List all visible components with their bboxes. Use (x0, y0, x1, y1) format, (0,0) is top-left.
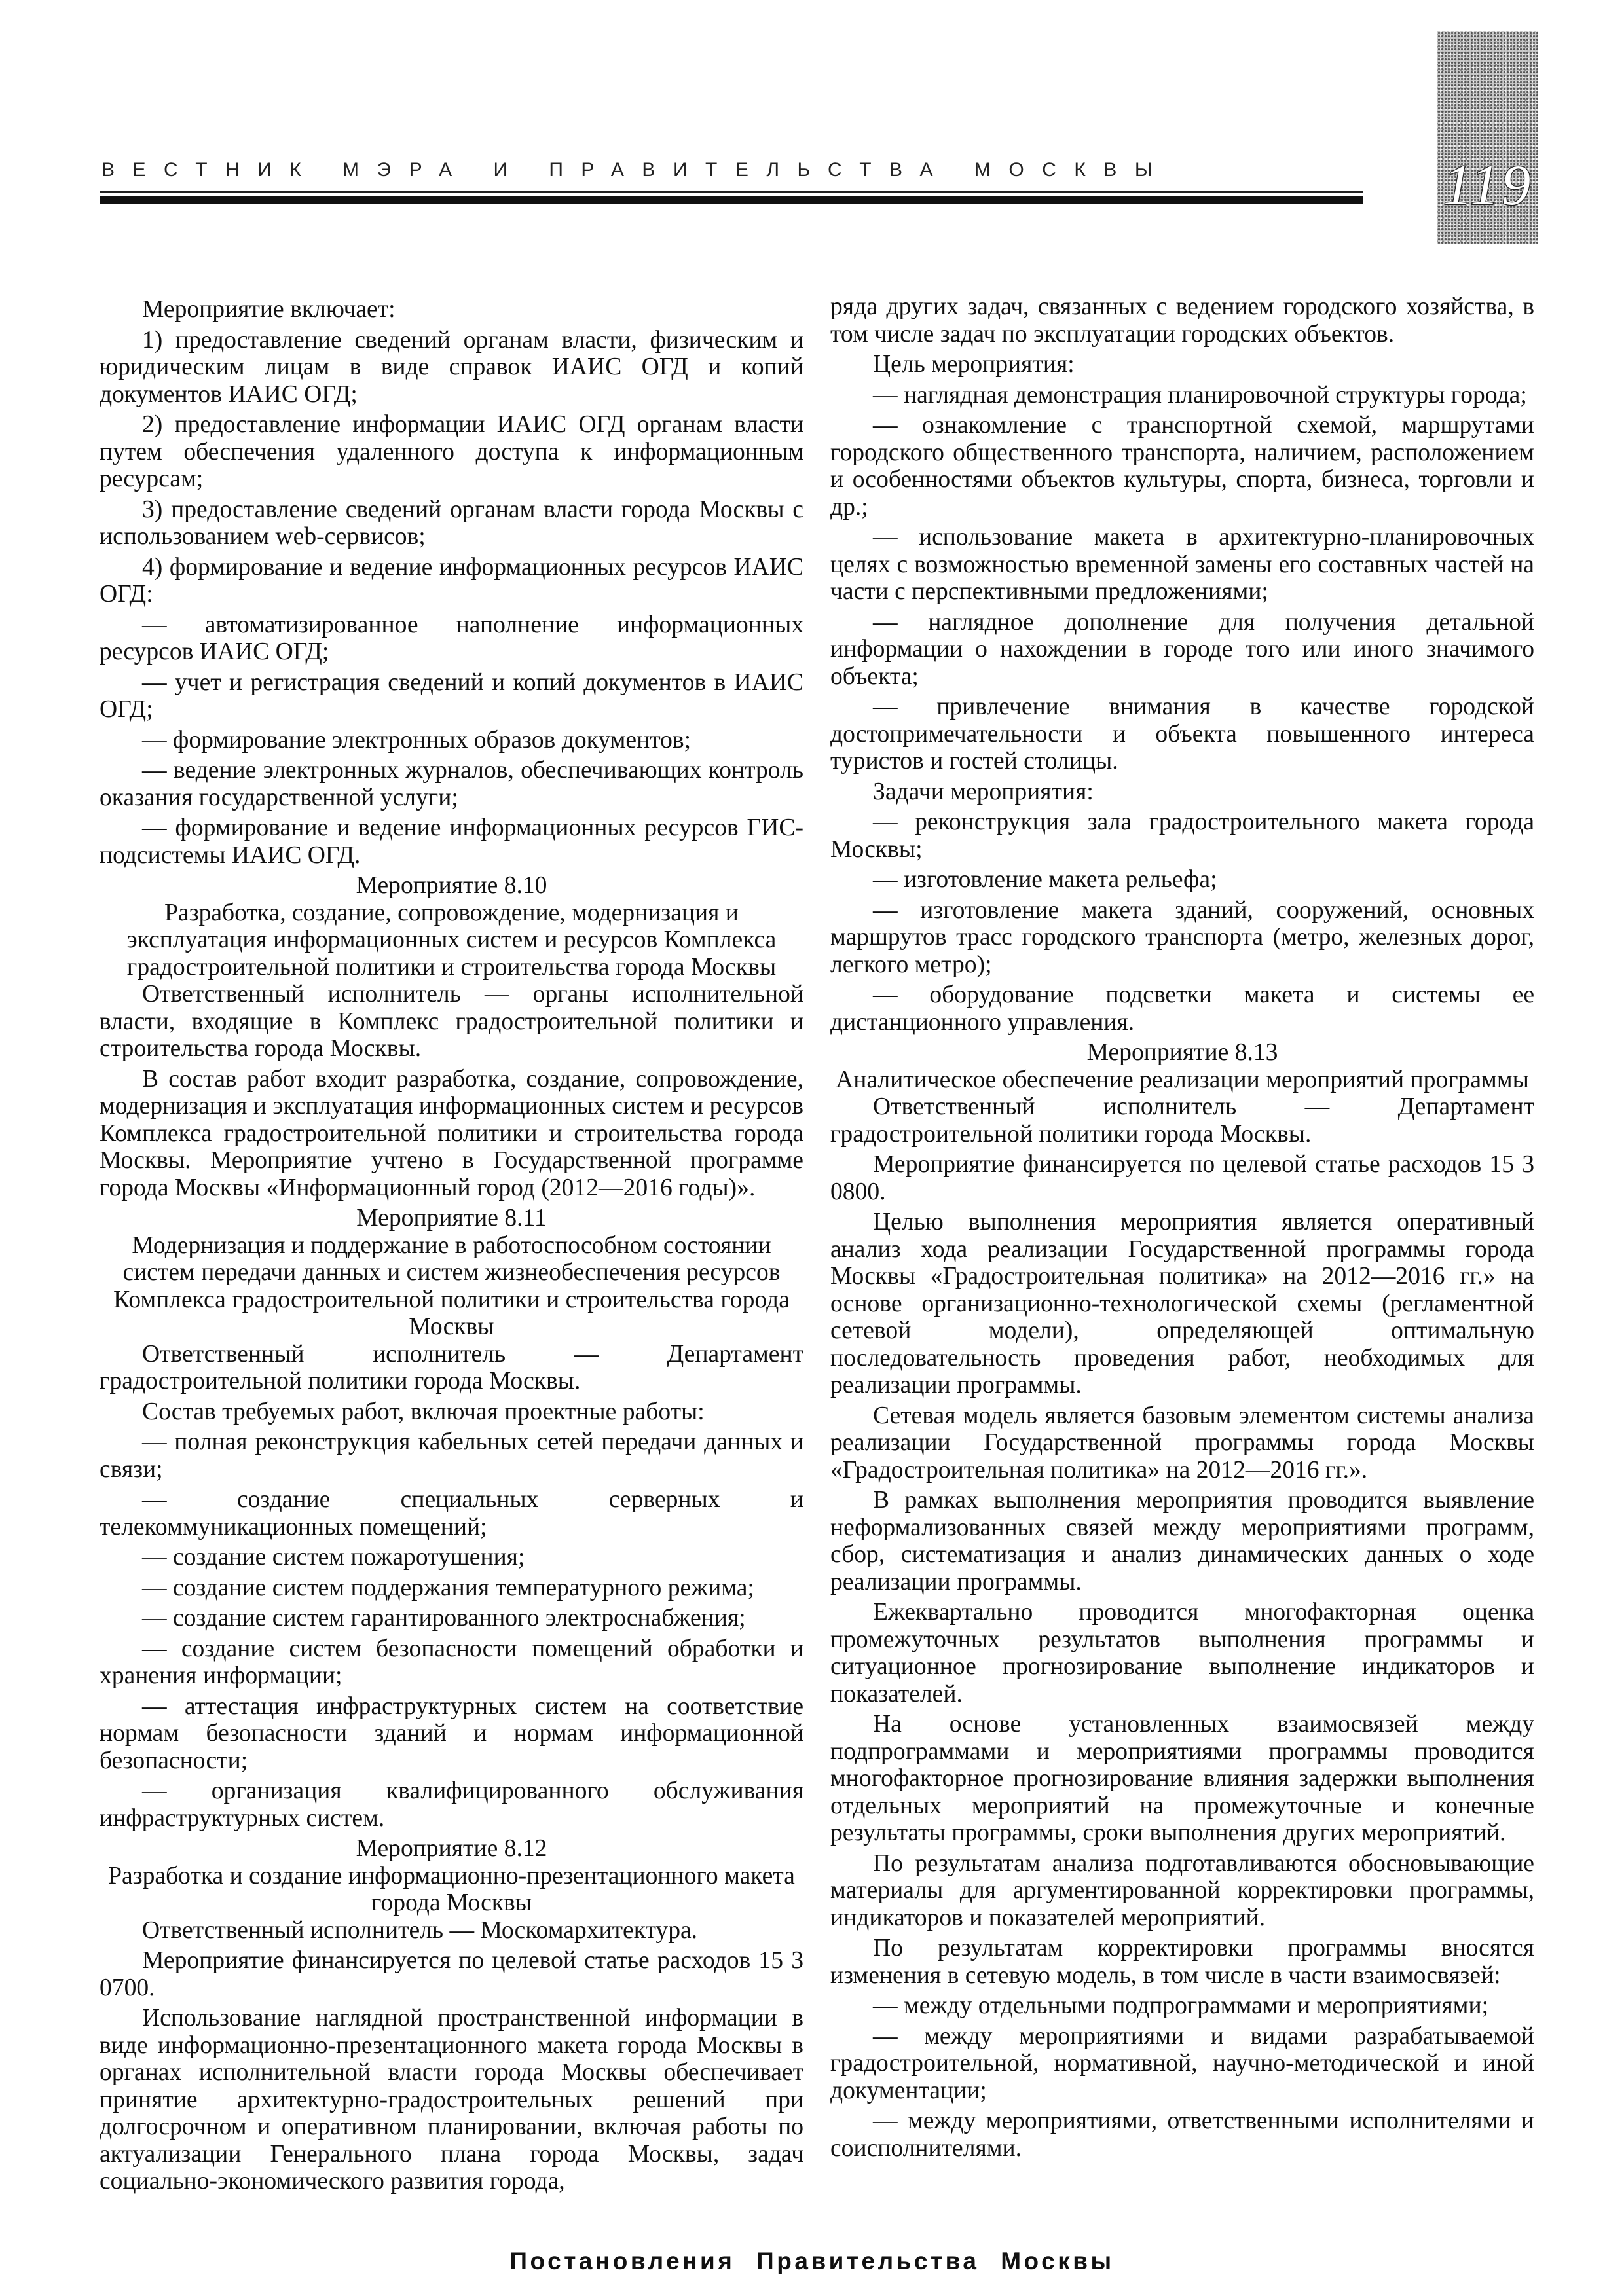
section-heading: Мероприятие 8.10 (356, 872, 547, 899)
paragraph: — между отдельными подпрограммами и мероприятиями; (873, 1992, 1489, 2019)
paragraph: По результатам корректировки программы вносятся изменения в сетевую модель, в том числе в части взаимосвязей: (830, 1935, 1534, 1989)
journal-title: ВЕСТНИК МЭРА И ПРАВИТЕЛЬСТВА МОСКВЫ (101, 159, 1170, 181)
header-rule-thick (100, 196, 1363, 204)
paragraph: — наглядная демонстрация планировочной структуры города; (873, 381, 1527, 409)
paragraph: Целью выполнения мероприятия является оперативный анализ хода реализации Государственной программы города Москвы «Градостроительная политика» на 2012—2016 гг.» на основе организационно-технологической схемы (регламентной сетевой модели), определяющей оптимальную последовательность проведения работ, необходимых для реализации программы. (830, 1209, 1534, 1398)
paragraph: В состав работ входит разработка, создание, сопровождение, модернизация и эксплуатация информационных систем и ресурсов Комплекса градостроительной политики и строительства города Москвы. Мероприятие учтено в Государственной программе города Москвы «Информационный город (2012—2016 годы)». (100, 1065, 803, 1201)
paragraph: Сетевая модель является базовым элементом системы анализа реализации Государственной программы города Москвы «Градостроительная политика» на 2012—2016 гг.». (830, 1402, 1534, 1484)
right-column (830, 293, 1534, 2165)
paragraph: 4) формирование и ведение информационных ресурсов ИАИС ОГД: (100, 553, 803, 608)
paragraph: Мероприятие финансируется по целевой статье расходов 15 3 0700. (100, 1947, 803, 2001)
paragraph: — ознакомление с транспортной схемой, маршрутами городского общественного транспорта, наличием, расположением и особенностями объектов культуры, спорта, бизнеса, торговли и др.; (830, 412, 1534, 520)
paragraph: 1) предоставление сведений органам власти, физическим и юридическим лицам в виде справок ИАИС ОГД и копий документов ИАИС ОГД; (100, 326, 803, 408)
header-rule-thin (100, 191, 1363, 193)
paragraph: ряда других задач, связанных с ведением городского хозяйства, в том числе задач по эксплуатации городских объектов. (830, 293, 1534, 348)
paragraph: — формирование и ведение информационных ресурсов ГИС-подсистемы ИАИС ОГД. (100, 814, 803, 869)
paragraph: — оборудование подсветки макета и системы ее дистанционного управления. (830, 981, 1534, 1036)
paragraph: — создание систем гарантированного электроснабжения; (142, 1605, 746, 1631)
section-heading: Мероприятие 8.11 (356, 1205, 547, 1231)
paragraph: Задачи мероприятия: (873, 778, 1094, 805)
paragraph: 2) предоставление информации ИАИС ОГД органам власти путем обеспечения удаленного доступа к информационным ресурсам; (100, 411, 803, 492)
paragraph: — привлечение внимания в качестве городской достопримечательности и объекта повышенного интереса туристов и гостей столицы. (830, 693, 1534, 774)
paragraph: — полная реконструкция кабельных сетей передачи данных и связи; (100, 1429, 803, 1483)
paragraph: — формирование электронных образов документов; (142, 726, 692, 754)
section-heading: Разработка и создание информационно-презентационного макета города Москвы (108, 1862, 795, 1916)
paragraph: Цель мероприятия: (873, 351, 1075, 378)
left-column (100, 296, 803, 2198)
paragraph: — между мероприятиями и видами разрабатываемой градостроительной, нормативной, научно-методической и иной документации; (830, 2022, 1534, 2104)
paragraph: Ежеквартально проводится многофакторная оценка промежуточных результатов выполнения программы и ситуационное прогнозирование выполнение индикаторов и показателей. (830, 1599, 1534, 1707)
paragraph: — изготовление макета зданий, сооружений, основных маршрутов трасс городского транспорта (метро, железных дорог, легкого метро); (830, 896, 1534, 978)
paragraph: — создание систем пожаротушения; (142, 1544, 525, 1571)
paragraph: 3) предоставление сведений органам власти города Москвы с использованием web-сервисов; (100, 496, 803, 550)
paragraph: На основе установленных взаимосвязей между подпрограммами и мероприятиями программы проводится многофакторное прогнозирование влияния задержки выполнения отдельных мероприятий на промежуточные и конечные результаты программы, сроки выполнения других мероприятий. (830, 1711, 1534, 1846)
paragraph: — создание систем поддержания температурного режима; (142, 1574, 754, 1601)
paragraph: В рамках выполнения мероприятия проводится выявление неформализованных связей между мероприятиями программ, сбор, систематизация и анализ динамических данных о ходе реализации программы. (830, 1487, 1534, 1595)
paragraph: — создание систем безопасности помещений обработки и хранения информации; (100, 1635, 803, 1689)
paragraph: По результатам анализа подготавливаются обосновывающие материалы для аргументированной корректировки программы, индикаторов и показателей мероприятий. (830, 1850, 1534, 1931)
section-heading: Мероприятие 8.13 (1086, 1039, 1278, 1066)
section-heading: Модернизация и поддержание в работоспособном состоянии систем передачи данных и систем жизнеобеспечения ресурсов Комплекса градостроительной политики и строительства города Москвы (113, 1231, 790, 1340)
paragraph: — учет и регистрация сведений и копий документов в ИАИС ОГД; (100, 668, 803, 723)
paragraph: Ответственный исполнитель — органы исполнительной власти, входящие в Комплекс градостроительной политики и строительства города Москвы. (100, 981, 803, 1062)
paragraph: — создание специальных серверных и телекоммуникационных помещений; (100, 1486, 803, 1540)
paragraph: — автоматизированное наполнение информационных ресурсов ИАИС ОГД; (100, 611, 803, 665)
paragraph: — между мероприятиями, ответственными исполнителями и соисполнителями. (830, 2107, 1534, 2162)
paragraph: — использование макета в архитектурно-планировочных целях с возможностью временной замены его составных частей на части с перспективными предложениями; (830, 524, 1534, 605)
section-heading: Мероприятие 8.12 (356, 1835, 547, 1862)
paragraph: — наглядное дополнение для получения детальной информации о нахождении в городе того или иного значимого объекта; (830, 608, 1534, 690)
paragraph: — организация квалифицированного обслуживания инфраструктурных систем. (100, 1777, 803, 1832)
section-heading: Аналитическое обеспечение реализации мероприятий программы (836, 1066, 1529, 1093)
section-heading: Разработка, создание, сопровождение, модернизация и эксплуатация информационных систем и ресурсов Комплекса градостроительной политики и строительства города Москвы (126, 899, 777, 981)
paragraph: — ведение электронных журналов, обеспечивающих контроль оказания государственной услуги; (100, 757, 803, 811)
paragraph: Ответственный исполнитель — Москомархитектура. (142, 1916, 698, 1944)
paragraph: Мероприятие включает: (142, 296, 396, 323)
paragraph: Использование наглядной пространственной информации в виде информационно-презентационного макета города Москвы в органах исполнительной власти города Москвы обеспечивает принятие архитектурно-градостроительных решений при долгосрочном и оперативном планировании, включая работы по актуализации Генерального плана города Москвы, задач социально-экономического развития города, (100, 2005, 803, 2195)
page-number: 119 (1443, 154, 1534, 217)
footer-title: Постановления Правительства Москвы (509, 2248, 1115, 2274)
paragraph: — аттестация инфраструктурных систем на соответствие нормам безопасности зданий и нормам информационной безопасности; (100, 1692, 803, 1774)
paragraph: Ответственный исполнитель — Департамент градостроительной политики города Москвы. (100, 1340, 803, 1394)
paragraph: — изготовление макета рельефа; (873, 866, 1217, 893)
paragraph: Ответственный исполнитель — Департамент градостроительной политики города Москвы. (830, 1093, 1534, 1148)
paragraph: — реконструкция зала градостроительного макета города Москвы; (830, 809, 1534, 863)
paragraph: Мероприятие финансируется по целевой статье расходов 15 3 0800. (830, 1151, 1534, 1205)
paragraph: Состав требуемых работ, включая проектные работы: (142, 1398, 705, 1425)
